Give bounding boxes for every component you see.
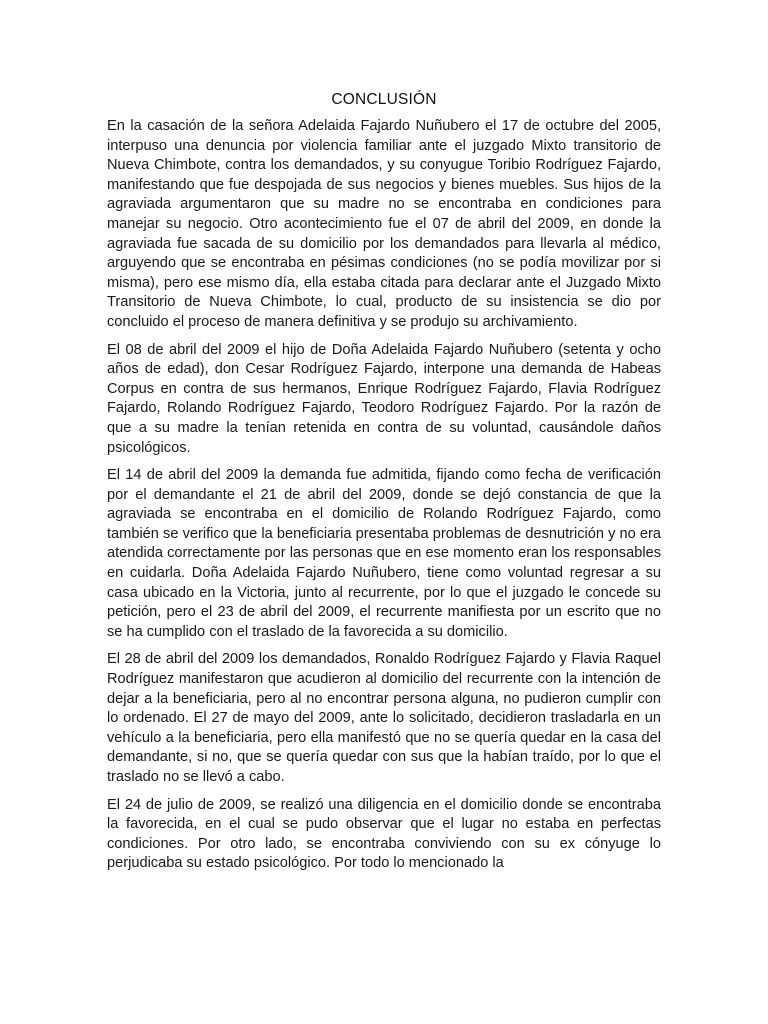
paragraph-3: El 14 de abril del 2009 la demanda fue admitida, fijando como fecha de verificación por el demandante el 21 de abril del 2009, donde se dejó constancia de que la agraviada se encontraba en el domicilio de Rolando Rodríguez Fajardo, como también se verifico que la beneficiaria presentaba problemas de desnutrición y no era atendida correctamente por las personas que en ese momento eran los responsables en cuidarla. Doña Adelaida Fajardo Nuñubero, tiene como voluntad regresar a su casa ubicado en la Victoria, junto al recurrente, por lo que el juzgado le concede su petición, pero el 23 de abril del 2009, el recurrente manifiesta por un escrito que no se ha cumplido con el traslado de la favorecida a su domicilio. (107, 467, 661, 640)
document-body (107, 90, 661, 882)
paragraph-5: El 24 de julio de 2009, se realizó una diligencia en el domicilio donde se encontraba la favorecida, en el cual se pudo observar que el lugar no estaba en perfectas condiciones. Por otro lado, se encontraba conviviendo con su ex cónyuge lo perjudicaba su estado psicológico. Por todo lo mencionado la (107, 796, 661, 872)
paragraph-4: El 28 de abril del 2009 los demandados, Ronaldo Rodríguez Fajardo y Flavia Raquel Rodríguez manifestaron que acudieron al domicilio del recurrente con la intención de dejar a la beneficiaria, pero al no encontrar persona alguna, no pudieron cumplir con lo ordenado. El 27 de mayo del 2009, ante lo solicitado, decidieron trasladarla en un vehículo a la beneficiaria, pero ella manifestó que no se quería quedar en la casa del demandante, si no, que se quería quedar con sus que la habían traído, por lo que el traslado no se llevó a cabo. (107, 651, 661, 785)
paragraph-2: El 08 de abril del 2009 el hijo de Doña Adelaida Fajardo Nuñubero (setenta y ocho años de edad), don Cesar Rodríguez Fajardo, interpone una demanda de Habeas Corpus en contra de sus hermanos, Enrique Rodríguez Fajardo, Flavia Rodríguez Fajardo, Rolando Rodríguez Fajardo, Teodoro Rodríguez Fajardo. Por la razón de que a su madre la tenían retenida en contra de su voluntad, causándole daños psicológicos. (107, 341, 661, 456)
paragraph-1: En la casación de la señora Adelaida Fajardo Nuñubero el 17 de octubre del 2005, interpuso una denuncia por violencia familiar ante el juzgado Mixto transitorio de Nueva Chimbote, contra los demandados, y su conyugue Toribio Rodríguez Fajardo, manifestando que fue despojada de sus negocios y bienes muebles. Sus hijos de la agraviada argumentaron que su madre no se encontraba en condiciones para manejar su negocio. Otro acontecimiento fue el 07 de abril del 2009, en donde la agraviada fue sacada de su domicilio por los demandados para llevarla al médico, arguyendo que se encontraba en pésimas condiciones (no se podía movilizar por si misma), pero ese mismo día, ella estaba citada para declarar ante el Juzgado Mixto Transitorio de Nueva Chimbote, lo cual, producto de su insistencia se dio por concluido el proceso de manera definitiva y se produjo su archivamiento. (107, 118, 661, 330)
page-title: CONCLUSIÓN (331, 91, 437, 108)
